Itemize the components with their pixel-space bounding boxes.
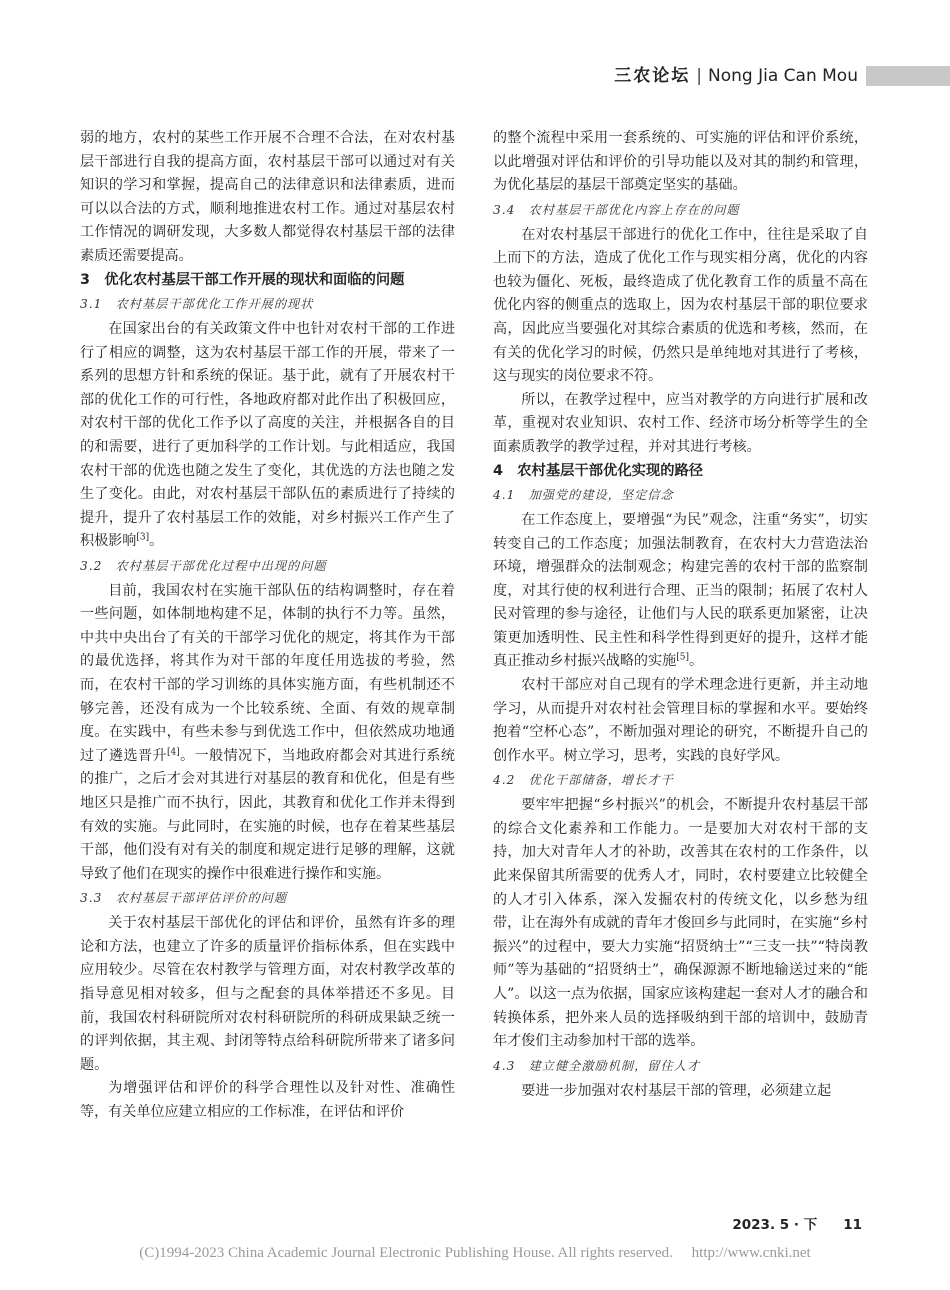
section-heading: 4 农村基层干部优化实现的路径 (493, 462, 704, 479)
body-paragraph (80, 318, 455, 554)
paragraph-text: 所以，在教学过程中，应当对教学的方向进行扩展和改革，重视对农业知识、农村工作、经济市场分析等学生的全面素质教学的教学过程，并对其进行考核。 (493, 391, 868, 455)
paragraph-text: 为增强评估和评价的科学合理性以及针对性、准确性等，有关单位应建立相应的工作标准，在评估和评价 (80, 1080, 455, 1120)
subsection-heading: 4.1 加强党的建设，坚定信念 (493, 488, 674, 503)
paragraph-text: 在工作态度上，要增强“为民”观念，注重“务实”，切实转变自己的工作态度；加强法制教育，在农村大力营造法治环境，增强群众的法制观念；构建完善的农村干部的监察制度，对其行使的权利进行合理、正当的限制；拓展了农村人民对管理的参与途径，让他们与人民的联系更加紧密，让决策更加透明性、民主性和科学性得到更好的提升，这样才能真正推动乡村振兴战略的实施 (493, 511, 868, 670)
subsection-heading: 3.4 农村基层干部优化内容上存在的问题 (493, 202, 740, 217)
citation-ref: [3] (136, 532, 150, 543)
section-heading: 3 优化农村基层干部工作开展的现状和面临的问题 (80, 271, 405, 288)
left-text-column (80, 127, 455, 1125)
subsection-heading: 3.3 农村基层干部评估评价的问题 (80, 891, 288, 906)
paragraph-text: 的整个流程中采用一套系统的、可实施的评估和评价系统，以此增强对评估和评价的引导功能以及对其的制约和管理，为优化基层的基层干部奠定坚实的基础。 (493, 130, 868, 194)
page-folio (732, 1213, 862, 1233)
header-separator: | (696, 66, 703, 86)
page-number: 11 (843, 1217, 862, 1233)
paragraph-text: 关于农村基层干部优化的评估和评价，虽然有许多的理论和方法，也建立了许多的质量评价指标体系，但在实践中应用较少。尽管在农村教学与管理方面，对农村教学改革的指导意见相对较多，但与之配套的具体举措还不多见。目前，我国农村科研院所对农村科研院所的科研成果缺乏统一的评判依据，其主观、封闭等特点给科研院所带来了诸多问题。 (80, 915, 455, 1073)
running-header (614, 64, 858, 88)
paragraph-text: 弱的地方，农村的某些工作开展不合理不合法，在对农村基层干部进行自我的提高方面，农村基层干部可以通过对有关知识的学习和掌握，提高自己的法律意识和法律素质，进而可以以合法的方式，顺利地推进农村工作。通过对基层农村工作情况的调研发现，大多数人都觉得农村基层干部的法律素质还需要提高。 (80, 130, 455, 264)
body-paragraph (493, 1080, 868, 1104)
subsection-heading: 3.1 农村基层干部优化工作开展的现状 (80, 297, 314, 312)
subsection-heading: 3.2 农村基层干部优化过程中出现的问题 (80, 558, 327, 573)
subsection-heading: 4.2 优化干部储备，增长才干 (493, 773, 674, 788)
citation-ref: [5] (676, 652, 689, 663)
paragraph-text: 在国家出台的有关政策文件中也针对农村干部的工作进行了相应的调整，这为农村基层干部工作的开展，带来了一系列的思想方针和系统的保证。基于此，就有了开展农村干部的优化工作的可行性，各地政府都对此作出了积极回应，对农村干部的优化工作予以了高度的关注，并根据各自的目的和需要，进行了更加科学的工作计划。与此相适应，我国农村干部的优选也随之发生了变化，其优选的方法也随之发生了变化。由此，对农村基层干部队伍的素质进行了持续的提升，提升了农村基层工作的效能，对乡村振兴工作产生了积极影响 (80, 320, 455, 550)
body-paragraph (493, 127, 868, 198)
paragraph-text: 目前，我国农村在实施干部队伍的结构调整时，存在着一些问题，如体制地构建不足，体制的执行不力等。虽然，中共中央出台了有关的干部学习优化的规定，将其作为干部的最优选择，将其作为对干部的年度任用选拔的考验，然而，在农村干部的学习训练的具体实施方面，有些机制还不够完善，还没有成为一个比较系统、全面、有效的规章制度。在实践中，有些未参与到优选工作中，但依然成功地通过了遴选晋升 (80, 582, 455, 764)
body-paragraph (493, 794, 868, 1054)
citation-ref: [4] (166, 747, 180, 758)
paragraph-tail: 。一般情况下，当地政府都会对其进行系统的推广，之后才会对其进行对基层的教育和优化，但是有些地区只是推广而不执行，因此，其教育和优化工作并未得到有效的实施。与此同时，在实施的时候，也存在着某些基层干部，他们没有对有关的制度和规定进行足够的理解，这就导致了他们在现实的操作中很难进行操作和实施。 (80, 747, 456, 882)
body-paragraph (493, 674, 868, 768)
body-paragraph (80, 1077, 455, 1124)
paragraph-tail: 。 (688, 653, 704, 670)
header-gray-bar (866, 66, 950, 86)
issue-label: 2023. 5 · 下 (732, 1217, 818, 1233)
body-paragraph (493, 509, 868, 674)
paragraph-text: 在对农村基层干部进行的优化工作中，往往是采取了自上而下的方法，造成了优化工作与现实相分离，优化的内容也较为僵化、死板，最终造成了优化教育工作的质量不高在优化内容的侧重点的选取上，因为农村基层干部的职位要求高，因此应当要强化对其综合素质的优选和考核，然而，在有关的优化学习的时候，仍然只是单纯地对其进行了考核，这与现实的岗位要求不符。 (493, 226, 868, 385)
body-paragraph (80, 580, 455, 887)
copyright-notice: (C)1994-2023 China Academic Journal Electronic Publishing House. All rights reserved. http://www.cnki.net (139, 1245, 811, 1261)
paragraph-text: 农村干部应对自己现有的学术理念进行更新，并主动地学习，从而提升对农村社会管理目标的掌握和水平。要始终抱着“空杯心态”，不断加强对理论的研究，不断提升自己的创作水平。树立学习，思考，实践的良好学风。 (493, 677, 868, 764)
body-paragraph (493, 389, 868, 460)
body-paragraph (80, 912, 455, 1077)
right-text-column (493, 127, 868, 1103)
body-paragraph (80, 127, 455, 269)
paragraph-tail: 。 (149, 533, 164, 550)
paragraph-text: 要牢牢把握“乡村振兴”的机会，不断提升农村基层干部的综合文化素养和工作能力。一是要加大对农村干部的支持，加大对青年人才的补助，改善其在农村的工作条件，以此来保留其所需要的优秀人才，同时，农村要建立比较健全的人才引入体系，深入发掘农村的传统文化，以乡愁为纽带，让在海外有成就的青年才俊回乡与此同时，在实施“乡村振兴”的过程中，要大力实施“招贤纳士”“三支一扶”“特岗教师”等为基础的“招贤纳士”，确保源源不断地输送过来的“能人”。以这一点为依据，国家应该构建起一套对人才的融合和转换体系，把外来人员的选择吸纳到干部的培训中，鼓励青年才俊们主动参加村干部的选举。 (493, 797, 868, 1050)
column-name-en: Nong Jia Can Mou (708, 66, 858, 86)
body-paragraph (493, 224, 868, 389)
column-name-cn: 三农论坛 (614, 66, 691, 86)
subsection-heading: 4.3 建立健全激励机制，留住人才 (493, 1058, 701, 1073)
paragraph-text: 要进一步加强对农村基层干部的管理，必须建立起 (521, 1082, 832, 1099)
